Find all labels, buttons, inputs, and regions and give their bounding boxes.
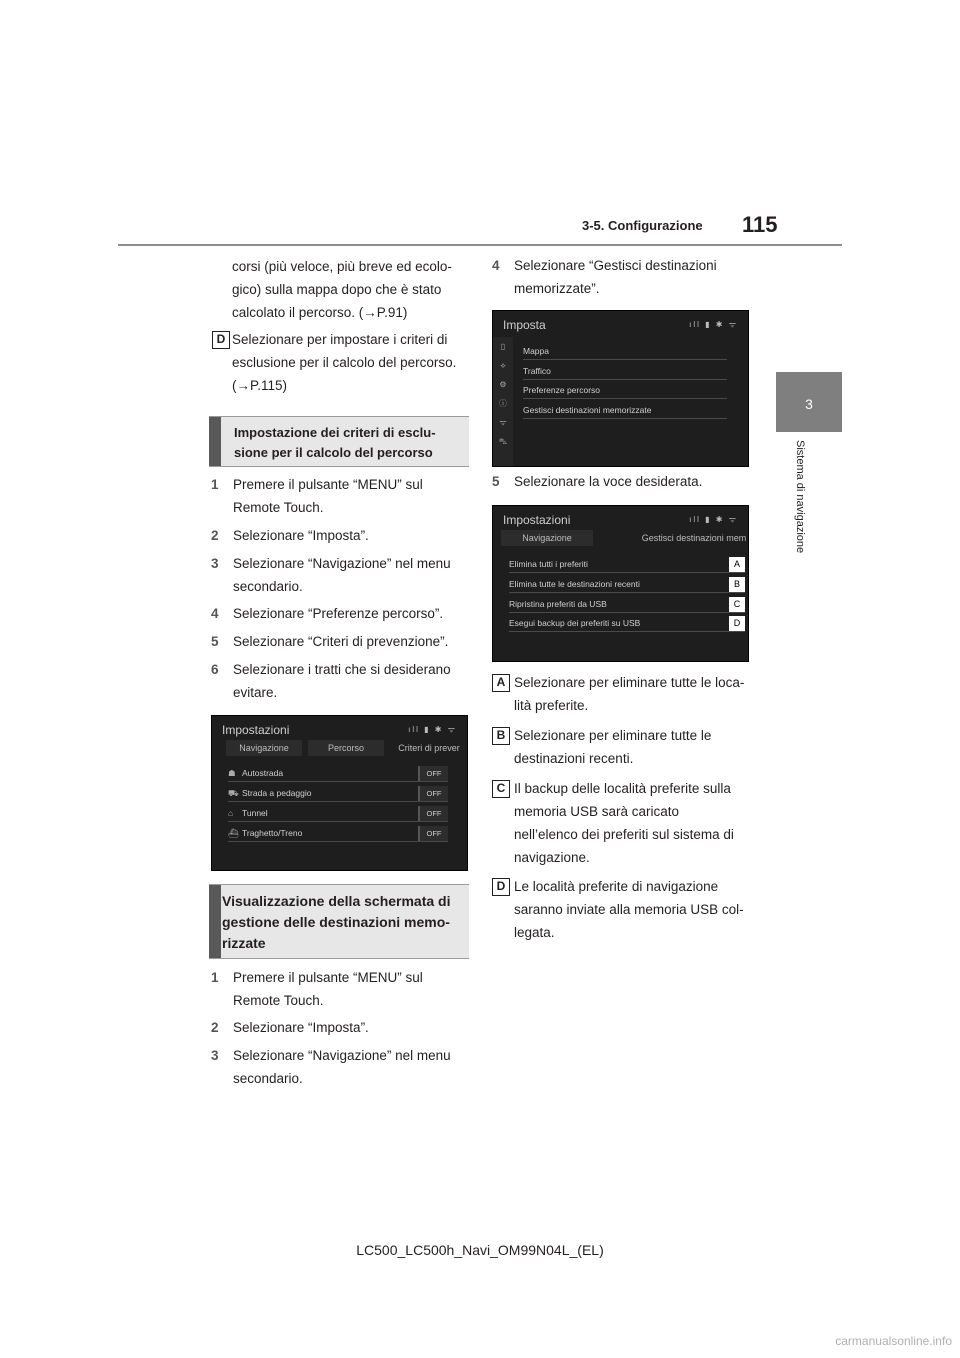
vehicle-icon[interactable]: ⚙: [499, 380, 507, 389]
navigation-icon[interactable]: ⟡: [500, 361, 506, 370]
step-3: 3 Selezionare “Navigazione” nel menu secondario.: [211, 556, 451, 594]
toggle-autostrada[interactable]: OFF: [418, 766, 448, 781]
section-heading-exclusion: Impostazione dei criteri di esclu- sione per il calcolo del percorso: [209, 416, 469, 467]
tunnel-icon: ⌂: [228, 808, 234, 818]
step2-2: 2 Selezionare “Imposta”.: [211, 1020, 369, 1035]
note-a-text: Selezionare per eliminare tutte le loca- lità preferite.: [514, 675, 745, 713]
menu-item-mappa[interactable]: Mappa: [523, 343, 727, 360]
section-header: 3-5. Configurazione: [582, 218, 703, 233]
step-r5: 5 Selezionare la voce desiderata.: [492, 474, 703, 489]
wifi-icon[interactable]: ᯤ: [499, 418, 507, 427]
document-code: LC500_LC500h_Navi_OM99N04L_(EL): [356, 1242, 604, 1258]
step2-1: 1 Premere il pulsante “MENU” sul Remote Touch.: [211, 970, 423, 1008]
tab-percorso[interactable]: Percorso: [308, 740, 384, 756]
toggle-traghetto[interactable]: OFF: [418, 826, 448, 841]
tab-navigazione[interactable]: Navigazione: [226, 740, 302, 756]
header-divider: [118, 244, 842, 246]
menu-item-gestisci[interactable]: Gestisci destinazioni memorizzate: [523, 402, 727, 419]
menu-item-traffico[interactable]: Traffico: [523, 363, 727, 380]
note-b-text: Selezionare per eliminare tutte le destinazioni recenti.: [514, 728, 712, 766]
option-backup-usb[interactable]: Esegui backup dei preferiti su USB D: [509, 615, 745, 632]
step-r4: 4 Selezionare “Gestisci destinazioni memorizzate”.: [492, 258, 717, 296]
marker-b: B: [492, 727, 510, 745]
tab-gestisci[interactable]: Gestisci destinazioni mem: [639, 530, 749, 546]
car-icon[interactable]: ⛍: [498, 437, 508, 446]
section-heading-stored-destinations: Visualizzazione della schermata di gestione delle destinazioni memo- rizzate: [209, 884, 469, 959]
status-icons: ıll ▮ ✱ ᯤ: [689, 515, 738, 524]
note-d-text: Le località preferite di navigazione saranno inviate alla memoria USB col- legata.: [514, 879, 744, 940]
marker-d-text: Selezionare per impostare i criteri di esclusione per il calcolo del percorso. (→P.115): [232, 332, 457, 393]
option-delete-favorites[interactable]: Elimina tutti i preferiti A: [509, 556, 745, 573]
screenshot-avoidance-criteria: Impostazioni ıll ▮ ✱ ᯤ Navigazione Percorso Criteri di prever ☗ Autostrada OFF ⛟ Strada a pedaggio OFF ⌂ Tunnel OFF ⛴ Traghetto/Treno OFF: [211, 715, 468, 871]
highway-icon: ☗: [228, 768, 236, 778]
marker-a: A: [492, 674, 510, 692]
marker-d2: D: [492, 878, 510, 896]
info-icon[interactable]: ⓘ: [499, 399, 507, 408]
tab-criteri[interactable]: Criteri di prever: [390, 740, 468, 756]
step-4: 4 Selezionare “Preferenze percorso”.: [211, 606, 444, 621]
chapter-tab: 3: [776, 372, 842, 432]
row-tunnel[interactable]: ⌂ Tunnel OFF: [228, 805, 448, 822]
note-c-text: Il backup delle località preferite sulla memoria USB sarà caricato nell’elenco dei preferiti sul sistema di navigazione.: [514, 781, 734, 865]
intro-text: corsi (più veloce, più breve ed ecolo- gico) sulla mappa dopo che è stato calcolato il percorso. (→P.91): [232, 259, 452, 320]
menu-item-preferenze[interactable]: Preferenze percorso: [523, 382, 727, 399]
option-restore-usb[interactable]: Ripristina preferiti da USB C: [509, 596, 745, 613]
step-6: 6 Selezionare i tratti che si desiderano evitare.: [211, 662, 451, 700]
option-delete-recent[interactable]: Elimina tutte le destinazioni recenti B: [509, 576, 745, 593]
screenshot-imposta-menu: Imposta ıll ▮ ✱ ᯤ ▯ ⟡ ⚙ ⓘ ᯤ ⛍ Mappa Traffico Preferenze percorso Gestisci destinazioni memorizzate: [492, 310, 749, 467]
tab-navigazione[interactable]: Navigazione: [501, 530, 593, 546]
status-icons: ıll ▮ ✱ ᯤ: [408, 725, 457, 734]
step-1: 1 Premere il pulsante “MENU” sul Remote Touch.: [211, 477, 423, 515]
watermark: carmanualsonline.info: [835, 1334, 952, 1348]
step-2: 2 Selezionare “Imposta”.: [211, 528, 369, 543]
chapter-title: Sistema di navigazione: [794, 440, 806, 554]
status-icons: ıll ▮ ✱ ᯤ: [689, 320, 738, 329]
toggle-tunnel[interactable]: OFF: [418, 806, 448, 821]
page-number: 115: [742, 212, 778, 237]
menu-icon-column: [493, 337, 513, 466]
ferry-icon: ⛴: [228, 828, 239, 838]
step2-3: 3 Selezionare “Navigazione” nel menu secondario.: [211, 1048, 451, 1086]
row-autostrada[interactable]: ☗ Autostrada OFF: [228, 765, 448, 782]
row-pedaggio[interactable]: ⛟ Strada a pedaggio OFF: [228, 785, 448, 802]
toggle-pedaggio[interactable]: OFF: [418, 786, 448, 801]
row-traghetto[interactable]: ⛴ Traghetto/Treno OFF: [228, 825, 448, 842]
marker-d: D: [212, 331, 230, 349]
toll-icon: ⛟: [228, 788, 239, 798]
step-5: 5 Selezionare “Criteri di prevenzione”.: [211, 634, 449, 649]
phone-icon[interactable]: ▯: [500, 342, 506, 351]
marker-c: C: [492, 780, 510, 798]
screenshot-manage-destinations: Impostazioni ıll ▮ ✱ ᯤ Navigazione Gestisci destinazioni mem Elimina tutti i preferiti A Elimina tutte le destinazioni recenti B Ripristina preferiti da USB C Esegui backup dei preferiti su USB D: [492, 505, 749, 662]
